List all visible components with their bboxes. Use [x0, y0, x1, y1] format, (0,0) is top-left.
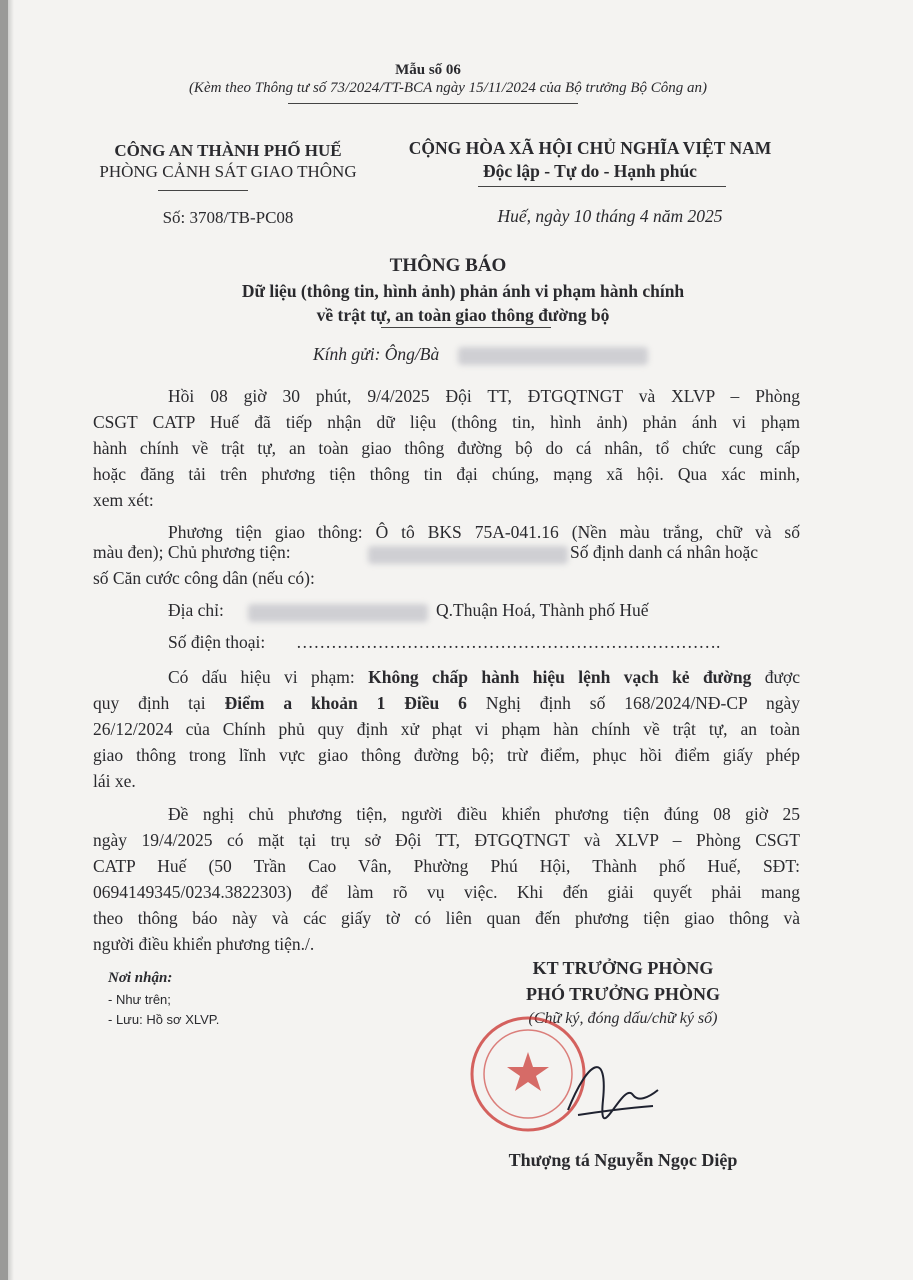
signer-name: Thượng tá Nguyễn Ngọc Diệp [508, 1150, 738, 1170]
redacted-owner [368, 546, 568, 564]
violation-law-prefix: quy định tại [93, 693, 206, 713]
redacted-recipient [458, 347, 648, 365]
receiver-item: - Lưu: Hồ sơ XLVP. [108, 1012, 220, 1027]
request-line1: Đề nghị chủ phương tiện, người điều khiển phương tiện đúng 08 giờ 25 [168, 804, 800, 824]
violation-line5: lái xe. [93, 771, 136, 791]
place-date: Huế, ngày 10 tháng 4 năm 2025 [497, 206, 723, 226]
divider [381, 327, 551, 328]
redacted-address [248, 604, 428, 622]
violation-label: Có dấu hiệu vi phạm: [168, 667, 355, 687]
document-page [8, 0, 913, 1280]
signature-title-2: PHÓ TRƯỞNG PHÒNG [525, 984, 720, 1004]
violation-line2 [93, 690, 800, 716]
para1-line3: hành chính về trật tự, an toàn giao thông đường bộ do cá nhân, tổ chức cung cấp [93, 438, 800, 458]
document-title: THÔNG BÁO [389, 255, 507, 276]
request-line4: 0694149345/0234.3822303) để làm rõ vụ việc. Khi đến giải quyết phải mang [93, 882, 800, 902]
para1-line4: hoặc đăng tải trên phương tiện thông tin đại chúng, mạng xã hội. Qua xác minh, [93, 464, 800, 484]
para1-line1: Hồi 08 giờ 30 phút, 9/4/2025 Đội TT, ĐTGQTNGT và XLVP – Phòng [168, 386, 800, 406]
recipient-label: Kính gửi: Ông/Bà [313, 344, 440, 364]
phone-label: Số điện thoại: [168, 632, 266, 652]
address-label: Địa chỉ: [168, 600, 224, 620]
request-line5: theo thông báo này và các giấy tờ có liên quan đến phương tiện giao thông và [93, 908, 800, 928]
divider [288, 103, 578, 104]
nation-motto: Độc lập - Tự do - Hạnh phúc [483, 161, 697, 181]
nation-title: CỘNG HÒA XÃ HỘI CHỦ NGHĨA VIỆT NAM [408, 138, 772, 158]
address-tail: Q.Thuận Hoá, Thành phố Huế [436, 600, 649, 620]
form-attachment: (Kèm theo Thông tư số 73/2024/TT-BCA ngày 15/11/2024 của Bộ trưởng Bộ Công an) [188, 80, 708, 96]
department-name: PHÒNG CẢNH SÁT GIAO THÔNG [99, 162, 357, 181]
signature-note: (Chữ ký, đóng dấu/chữ ký số) [528, 1010, 718, 1027]
violation-line1 [168, 664, 800, 690]
signature-title-1: KT TRƯỞNG PHÒNG [532, 958, 714, 978]
handwritten-signature [548, 1040, 668, 1130]
request-line2: ngày 19/4/2025 có mặt tại trụ sở Đội TT, ĐTGQTNGT và XLVP – Phòng CSGT [93, 830, 800, 850]
para1-line5: xem xét: [93, 490, 154, 510]
form-number: Mẫu số 06 [395, 62, 461, 78]
vehicle-line1: Phương tiện giao thông: Ô tô BKS 75A-041.16 (Nền màu trắng, chữ và số [168, 522, 800, 542]
receiver-item: - Như trên; [108, 992, 171, 1007]
request-line6: người điều khiển phương tiện./. [93, 934, 315, 954]
divider [478, 186, 726, 187]
request-line3: CATP Huế (50 Trần Cao Vân, Phường Phú Hội, Thành phố Huế, SĐT: [93, 856, 800, 876]
violation-decree: Nghị định số 168/2024/NĐ-CP ngày [485, 693, 801, 713]
paper-edge [8, 0, 14, 1280]
violation-line3: 26/12/2024 của Chính phủ quy định xử phạt vi phạm hàn chính về trật tự, an toàn [93, 719, 800, 739]
vehicle-id-label: Số định danh cá nhân hoặc [570, 542, 759, 562]
divider [158, 190, 248, 191]
agency-name: CÔNG AN THÀNH PHỐ HUẾ [114, 141, 342, 160]
document-subtitle-2: về trật tự, an toàn giao thông đường bộ [316, 305, 610, 325]
document-subtitle-1: Dữ liệu (thông tin, hình ảnh) phản ánh vi phạm hành chính [241, 281, 685, 301]
document-number: Số: 3708/TB-PC08 [162, 208, 294, 227]
violation-name: Không chấp hành hiệu lệnh vạch kẻ đường [368, 667, 752, 687]
phone-dots: ………………………………………………………………. [296, 632, 721, 652]
para1-line2: CSGT CATP Huế đã tiếp nhận dữ liệu (thông tin, hình ảnh) phản ánh vi phạm [93, 412, 800, 432]
violation-article: Điểm a khoản 1 Điều 6 [224, 693, 467, 713]
vehicle-id-line: số Căn cước công dân (nếu có): [93, 568, 315, 588]
vehicle-owner-label: màu đen); Chủ phương tiện: [93, 542, 291, 562]
violation-line4: giao thông trong lĩnh vực giao thông đường bộ; trừ điểm, phục hồi điểm giấy phép [93, 745, 800, 765]
receivers-label: Nơi nhận: [108, 970, 173, 986]
violation-word: được [764, 667, 801, 687]
